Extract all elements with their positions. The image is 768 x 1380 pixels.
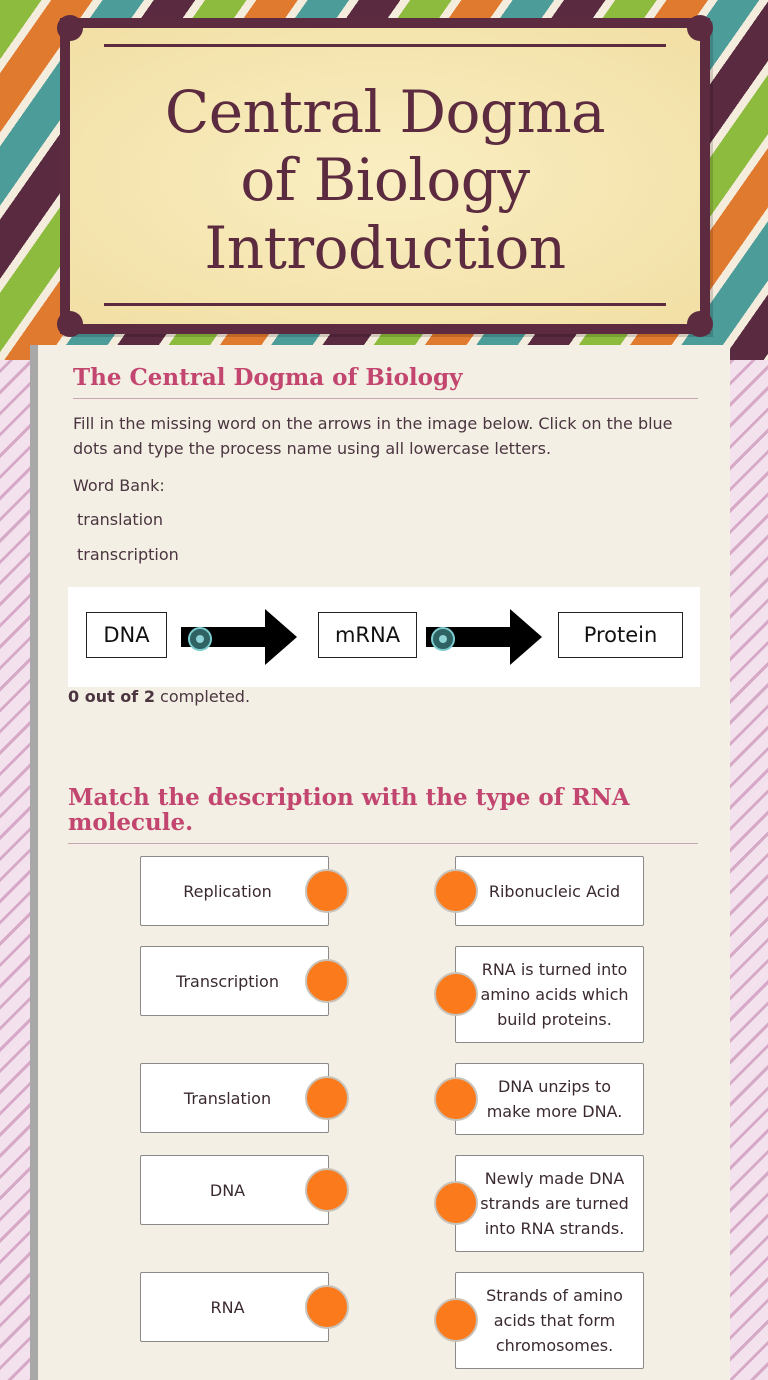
corner-ornament <box>57 311 83 337</box>
match-knob-left[interactable] <box>305 1285 349 1329</box>
match-right-item-4[interactable] <box>455 1155 644 1252</box>
corner-ornament <box>687 311 713 337</box>
title-inner <box>70 28 700 324</box>
corner-ornament <box>57 15 83 41</box>
match-label: Replication <box>183 881 272 901</box>
match-right-item-5[interactable] <box>455 1272 644 1369</box>
match-left-replication[interactable] <box>140 856 329 926</box>
section-title-match <box>68 785 698 844</box>
match-label: Translation <box>183 1088 272 1108</box>
match-label: Newly made DNA strands are turned into RNA strands. <box>480 1169 629 1238</box>
match-knob-right[interactable] <box>434 1077 478 1121</box>
section-title-line: Match the description with the type of RNA <box>68 784 630 811</box>
progress-text <box>68 687 250 706</box>
title-plate <box>60 18 710 334</box>
match-left-translation[interactable] <box>140 1063 329 1133</box>
page-title-line: Introduction <box>204 214 566 282</box>
section-title-line: molecule. <box>68 809 194 836</box>
corner-ornament <box>687 15 713 41</box>
page-title-line: Central Dogma <box>164 78 606 146</box>
diagram-box-mrna: mRNA <box>318 612 417 658</box>
match-knob-left[interactable] <box>305 1076 349 1120</box>
match-knob-right[interactable] <box>434 869 478 913</box>
hotspot-dot-2[interactable] <box>431 627 455 651</box>
match-label: DNA <box>209 1180 246 1200</box>
match-label: RNA <box>210 1297 245 1317</box>
match-knob-left[interactable] <box>305 1168 349 1212</box>
page-title <box>70 78 700 282</box>
match-right-item-1[interactable] <box>455 856 644 926</box>
match-right-item-3[interactable] <box>455 1063 644 1135</box>
word-bank-item: transcription <box>77 545 179 564</box>
match-label: DNA unzips to make more DNA. <box>486 1077 623 1121</box>
match-knob-left[interactable] <box>305 869 349 913</box>
match-label: Transcription <box>176 971 279 991</box>
word-bank-label: Word Bank: <box>73 476 165 495</box>
diagram-box-dna: DNA <box>86 612 167 658</box>
progress-suffix: completed. <box>154 687 251 706</box>
instructions-text: Fill in the missing word on the arrows in the image below. Click on the blue dots and type the process name using all lowercase letters. <box>73 414 673 458</box>
match-label: Strands of amino acids that form chromosomes. <box>486 1286 623 1355</box>
match-left-dna[interactable] <box>140 1155 329 1225</box>
match-left-transcription[interactable] <box>140 946 329 1016</box>
diagram-box-protein: Protein <box>558 612 683 658</box>
hotspot-dot-1[interactable] <box>188 627 212 651</box>
match-right-item-2[interactable] <box>455 946 644 1043</box>
word-bank-item: translation <box>77 510 164 529</box>
match-left-rna[interactable] <box>140 1272 329 1342</box>
match-label: Ribonucleic Acid <box>488 881 621 901</box>
section-title-central-dogma: The Central Dogma of Biology <box>73 365 698 399</box>
match-knob-right[interactable] <box>434 972 478 1016</box>
match-knob-left[interactable] <box>305 959 349 1003</box>
worksheet-card <box>30 345 730 1380</box>
match-knob-right[interactable] <box>434 1298 478 1342</box>
match-knob-right[interactable] <box>434 1181 478 1225</box>
progress-count: 0 out of 2 <box>68 687 155 706</box>
match-label: RNA is turned into amino acids which build proteins. <box>480 960 629 1029</box>
page-title-line: of Biology <box>240 146 530 214</box>
title-rule-bottom <box>104 303 666 306</box>
title-rule-top <box>104 44 666 47</box>
central-dogma-diagram <box>68 587 700 687</box>
